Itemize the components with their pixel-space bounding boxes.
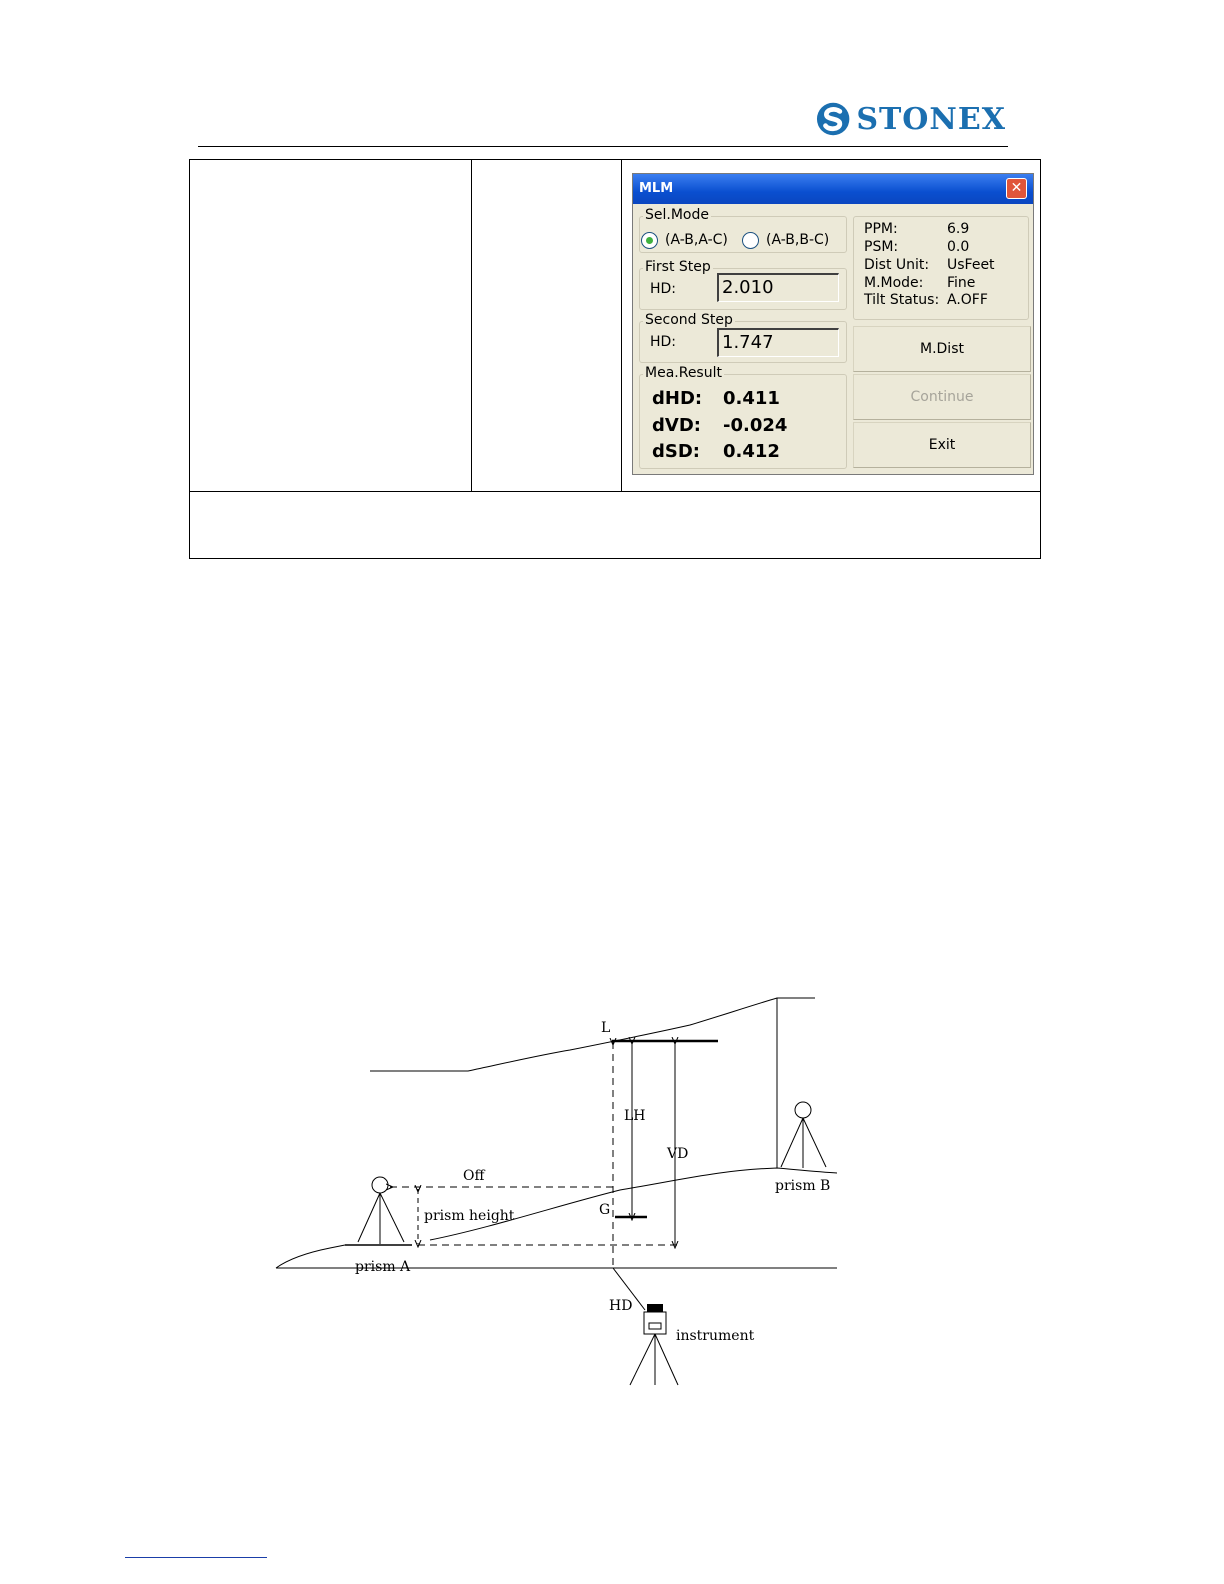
- exit-button[interactable]: Exit: [853, 422, 1031, 468]
- radio-mode-ab-bc-label[interactable]: (A-B,B-C): [766, 232, 830, 248]
- label-lh: LH: [624, 1108, 646, 1124]
- label-prism-a: prism A: [355, 1259, 411, 1275]
- mlm-survey-diagram: [270, 990, 845, 1390]
- info-psm-value: 0.0: [947, 239, 970, 255]
- result-dhd-value: 0.411: [723, 388, 780, 409]
- first-step-label: First Step: [645, 259, 711, 275]
- result-dhd-label: dHD:: [652, 388, 703, 409]
- label-off: Off: [463, 1168, 485, 1184]
- label-vd: VD: [667, 1146, 689, 1162]
- mea-result-label: Mea.Result: [645, 365, 722, 381]
- result-dsd-label: dSD:: [652, 441, 700, 462]
- first-step-hd-field[interactable]: 2.010: [717, 273, 839, 302]
- result-dsd-value: 0.412: [723, 441, 780, 462]
- brand-name: STONEX: [856, 101, 1006, 137]
- info-dist-unit-value: UsFeet: [947, 257, 995, 273]
- first-step-hd-label: HD:: [650, 281, 677, 297]
- sel-mode-label: Sel.Mode: [645, 207, 709, 223]
- table-cell-key: [472, 160, 622, 491]
- footer-underline: [125, 1557, 267, 1558]
- info-mmode-value: Fine: [947, 275, 976, 291]
- stonex-logo: [816, 98, 1006, 140]
- label-prism-b: prism B: [775, 1178, 831, 1194]
- prism-a-icon: [345, 1177, 412, 1245]
- label-g: G: [599, 1202, 611, 1218]
- info-dist-unit-label: Dist Unit:: [864, 257, 930, 273]
- close-icon[interactable]: ✕: [1006, 178, 1027, 199]
- dialog-titlebar: [633, 174, 1033, 204]
- header-divider: [198, 146, 1008, 147]
- label-l: L: [601, 1020, 611, 1036]
- radio-mode-ab-ac-label[interactable]: (A-B,A-C): [665, 232, 728, 248]
- stonex-logo-icon: [816, 101, 850, 137]
- radio-mode-ab-ac[interactable]: [641, 232, 658, 249]
- upper-terrain-line: [370, 998, 815, 1071]
- info-mmode-label: M.Mode:: [864, 275, 924, 291]
- label-prism-height: prism height: [424, 1208, 515, 1224]
- label-instrument: instrument: [676, 1328, 755, 1344]
- info-tilt-label: Tilt Status:: [864, 292, 940, 308]
- second-step-hd-field[interactable]: 1.747: [717, 328, 839, 357]
- info-ppm-value: 6.9: [947, 221, 970, 237]
- continue-button[interactable]: Continue: [853, 374, 1031, 420]
- mlm-dialog: [632, 173, 1034, 475]
- mdist-button[interactable]: M.Dist: [853, 326, 1031, 372]
- second-step-label: Second Step: [645, 312, 733, 328]
- info-ppm-label: PPM:: [864, 221, 898, 237]
- table-row-divider: [190, 491, 1040, 492]
- instrument-icon: [630, 1304, 678, 1385]
- result-dvd-label: dVD:: [652, 415, 701, 436]
- table-cell-description: [190, 160, 472, 491]
- result-dvd-value: -0.024: [723, 415, 788, 436]
- left-ground-line: [276, 1245, 345, 1268]
- info-tilt-value: A.OFF: [947, 292, 988, 308]
- info-psm-label: PSM:: [864, 239, 899, 255]
- second-step-hd-label: HD:: [650, 334, 677, 350]
- prism-b-icon: [781, 1102, 826, 1168]
- label-hd: HD: [609, 1298, 633, 1314]
- radio-mode-ab-bc[interactable]: [742, 232, 759, 249]
- dialog-title: MLM: [639, 181, 674, 196]
